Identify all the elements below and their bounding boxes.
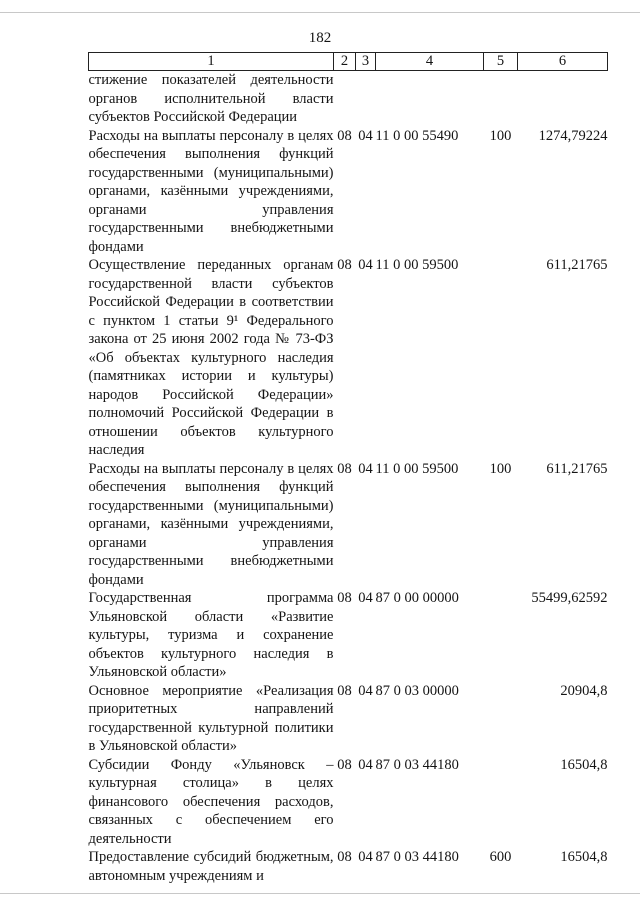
row-section: 08 (337, 849, 352, 865)
row-section: 08 (337, 590, 352, 606)
header-col-5: 5 (484, 53, 518, 71)
header-col-1: 1 (89, 53, 334, 71)
row-description: Государственная программа Ульяновской области «Развитие культуры, туризма и сохранение объектов культурного наследия в Ульяновской области» (88, 590, 334, 680)
row-target-code: 87 0 03 00000 (375, 682, 459, 699)
row-section: 08 (337, 682, 352, 699)
table-body (89, 71, 608, 886)
row-expense-type (484, 589, 518, 682)
header-col-6: 6 (518, 53, 608, 71)
header-col-3: 3 (356, 53, 376, 71)
page-number: 182 (308, 30, 332, 46)
row-description: Расходы на выплаты персоналу в целях обеспечения выполнения функций государственными (муниципальными) органами, казёнными учреждениями, органами управления государственными внебюджетными фондами (88, 127, 334, 255)
row-amount: 611,21765 (546, 460, 608, 477)
row-expense-type (484, 682, 518, 756)
row-target-code: 87 0 03 44180 (375, 756, 459, 773)
row-expense-type (484, 256, 518, 460)
table-row (89, 589, 608, 682)
row-description: Основное мероприятие «Реализация приоритетных направлений государственной культурной политики в Ульяновской области» (88, 682, 334, 754)
row-expense-type (484, 71, 518, 127)
row-subsection: 04 (358, 460, 373, 477)
row-expense-type: 600 (489, 849, 512, 865)
row-subsection: 04 (358, 756, 373, 773)
header-row (89, 53, 608, 71)
table-row (89, 256, 608, 460)
row-expense-type: 100 (489, 460, 512, 477)
table-row (89, 460, 608, 590)
row-amount: 20904,8 (560, 682, 608, 699)
row-amount: 1274,79224 (538, 127, 608, 144)
row-description: Субсидии Фонду «Ульяновск – культурная столица» в целях финансового обеспечения расходов, связанных с обеспечением его деятельности (88, 756, 334, 847)
row-subsection: 04 (358, 590, 373, 606)
row-target-code: 11 0 00 59500 (375, 460, 459, 477)
row-target-code: 11 0 00 59500 (375, 257, 459, 273)
row-section: 08 (337, 127, 352, 144)
table-row (89, 71, 608, 127)
row-subsection (356, 71, 376, 127)
table-row (89, 682, 608, 756)
row-subsection: 04 (358, 257, 373, 273)
row-description: Расходы на выплаты персоналу в целях обеспечения выполнения функций государственными (муниципальными) органами, казёнными учреждениями, органами управления государственными внебюджетными фондами (88, 460, 334, 588)
row-amount: 55499,62592 (531, 590, 608, 606)
row-amount: 611,21765 (546, 257, 608, 273)
row-subsection: 04 (358, 682, 373, 699)
row-description: Осуществление переданных органам государственной власти субъектов Российской Федерации в соответствии с пунктом 1 статьи 9¹ Федерального закона от 25 июня 2002 года № 73-ФЗ «Об объектах культурного наследия (памятниках истории и культуры) народов Российской Федерации» полномочий Российской Федерации в отношении объектов культурного наследия (88, 257, 334, 458)
row-expense-type: 100 (489, 127, 512, 144)
scan-artifact-bottom (0, 893, 640, 894)
table-row (89, 756, 608, 849)
row-section: 08 (337, 460, 352, 477)
row-expense-type (484, 756, 518, 849)
table-header (89, 53, 608, 71)
row-amount (518, 71, 608, 127)
table-row (89, 848, 608, 885)
table-row (89, 127, 608, 257)
row-section (334, 71, 356, 127)
row-description: Предоставление субсидий бюджетным, автономным учреждениям и (88, 849, 334, 884)
row-amount: 16504,8 (560, 849, 608, 865)
row-section: 08 (337, 756, 352, 773)
row-target-code: 87 0 03 44180 (375, 849, 459, 865)
row-subsection: 04 (358, 849, 373, 865)
budget-table (88, 52, 608, 885)
row-target-code: 11 0 00 55490 (375, 127, 459, 144)
scan-artifact-top (0, 12, 640, 13)
row-target-code (376, 71, 484, 127)
header-col-2: 2 (334, 53, 356, 71)
row-target-code: 87 0 00 00000 (375, 590, 459, 606)
row-description: стижение показателей деятельности органов исполнительной власти субъектов Российской Федерации (88, 72, 334, 125)
row-section: 08 (337, 257, 352, 273)
header-col-4: 4 (376, 53, 484, 71)
row-subsection: 04 (358, 127, 373, 144)
row-amount: 16504,8 (560, 756, 608, 773)
